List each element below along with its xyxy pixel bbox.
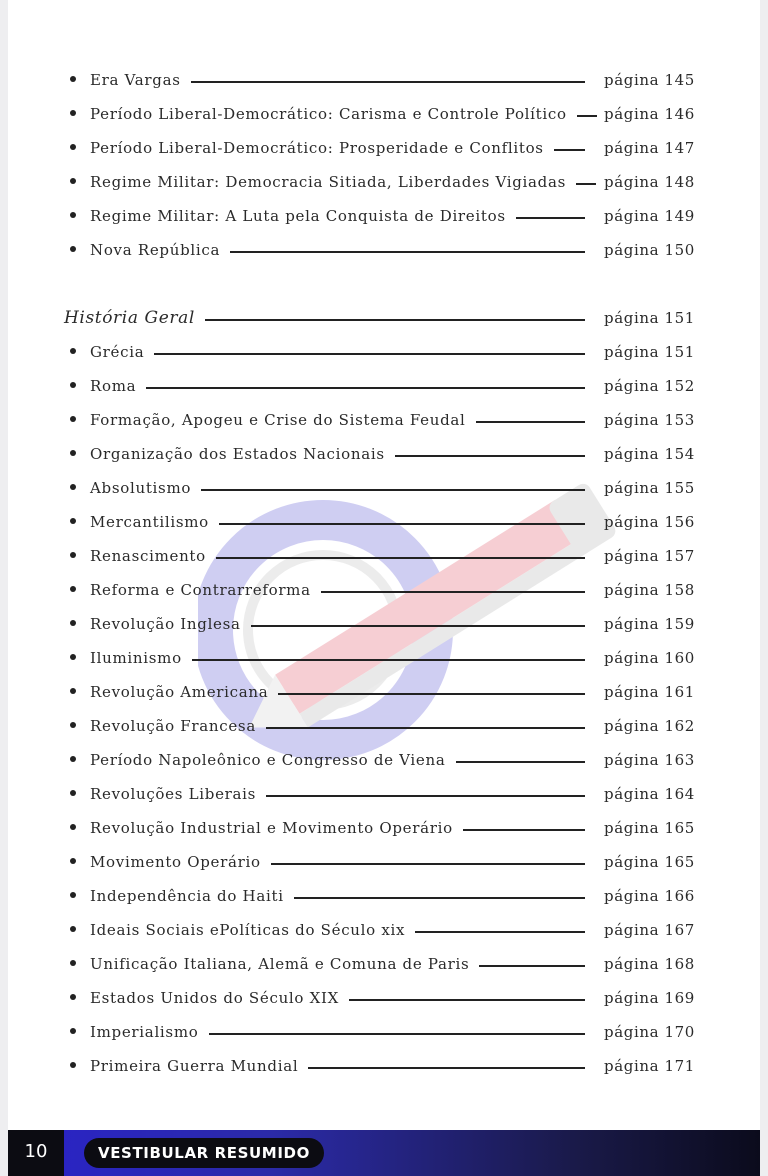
toc-row [8,442,760,466]
entry-text: Revolução Industrial e Movimento Operário [90,819,453,837]
entry-text: Regime Militar: A Luta pela Conquista de Direitos [90,207,506,225]
bullet-icon [70,620,76,626]
leader-line [321,591,585,593]
page-reference: página 149 [604,207,695,225]
bullet-icon [70,484,76,490]
entry-text: Formação, Apogeu e Crise do Sistema Feudal [90,411,466,429]
leader-line [476,421,585,423]
toc-row [8,170,760,194]
leader-line [266,727,585,729]
entry-text: Período Liberal-Democrático: Carisma e Controle Político [90,105,567,123]
page-reference: página 166 [604,887,695,905]
bullet-icon [70,382,76,388]
bullet-icon [70,450,76,456]
toc-entry-label [90,986,339,1010]
page-reference: página 159 [604,615,695,633]
toc-row [8,646,760,670]
bullet-icon [70,518,76,524]
brand-pill: VESTIBULAR RESUMIDO [84,1138,324,1168]
toc-row [8,748,760,772]
toc-entry-label [90,714,256,738]
toc-entry-label [90,782,256,806]
bullet-icon [70,688,76,694]
page-reference: página 146 [604,105,695,123]
page-reference: página 169 [604,989,695,1007]
entry-text: Período Napoleônico e Congresso de Viena [90,751,446,769]
toc-row [8,374,760,398]
toc-entry-label [90,68,181,92]
bullet-icon [70,892,76,898]
bullet-icon [70,960,76,966]
leader-line [230,251,585,253]
bullet-icon [70,824,76,830]
page-reference: página 152 [604,377,695,395]
toc-row [8,510,760,534]
toc-entry-label [90,136,544,160]
toc-row [8,204,760,228]
entry-text: Unificação Italiana, Alemã e Comuna de Paris [90,955,470,973]
toc-entry-label [90,204,506,228]
entry-text: Revolução Americana [90,683,269,701]
entry-text: Organização dos Estados Nacionais [90,445,385,463]
page-reference: página 164 [604,785,695,803]
page-number-box [8,1130,64,1176]
entry-text: Absolutismo [90,479,192,497]
entry-text: Mercantilismo [90,513,209,531]
leader-line [577,115,597,117]
leader-line [146,387,585,389]
toc-row [8,918,760,942]
toc-row [8,1054,760,1078]
leader-line [554,149,585,151]
page-reference: página 150 [604,241,695,259]
toc-entry-label [90,918,405,942]
toc-entry-label [90,646,182,670]
entry-text: Renascimento [90,547,206,565]
page-reference: página 165 [604,819,695,837]
toc-entry-label [90,1054,298,1078]
leader-line [308,1067,585,1069]
bullet-icon [70,110,76,116]
entry-text: Regime Militar: Democracia Sitiada, Liberdades Vigiadas [90,173,567,191]
leader-line [278,693,585,695]
toc-row [8,612,760,636]
section-heading-row [8,306,760,330]
page-number: 10 [24,1141,48,1162]
toc-entry-label [90,850,261,874]
entry-text: História Geral [64,308,195,328]
entry-text: Revolução Francesa [90,717,256,735]
page-reference: página 154 [604,445,695,463]
leader-line [191,81,585,83]
leader-line [294,897,585,899]
toc-entry-label [90,748,446,772]
toc-row [8,68,760,92]
page-reference: página 153 [604,411,695,429]
bullet-icon [70,1028,76,1034]
leader-line [251,625,585,627]
page-reference: página 151 [604,309,695,327]
toc-entry-label [90,170,566,194]
toc-row [8,714,760,738]
entry-text: Primeira Guerra Mundial [90,1057,299,1075]
page-reference: página 163 [604,751,695,769]
bullet-icon [70,552,76,558]
page-reference: página 170 [604,1023,695,1041]
entry-text: Movimento Operário [90,853,261,871]
toc-entry-label [90,578,311,602]
toc-entry-label [90,510,209,534]
bullet-icon [70,212,76,218]
toc-row [8,952,760,976]
bullet-icon [70,144,76,150]
page-reference: página 156 [604,513,695,531]
page-reference: página 161 [604,683,695,701]
page-reference: página 151 [604,343,695,361]
bullet-icon [70,756,76,762]
leader-line [216,557,585,559]
toc-row [8,408,760,432]
entry-text: Período Liberal-Democrático: Prosperidade e Conflitos [90,139,544,157]
toc-entry-label [90,680,268,704]
entry-text: Reforma e Contrarreforma [90,581,311,599]
leader-line [266,795,585,797]
toc-entry-label [90,884,284,908]
leader-line [271,863,585,865]
bullet-icon [70,416,76,422]
toc-row [8,340,760,364]
toc-entry-label [90,612,241,636]
bullet-icon [70,722,76,728]
bullet-icon [70,348,76,354]
bullet-icon [70,178,76,184]
toc-entry-label [90,544,206,568]
toc-entry-label [90,952,469,976]
bullet-icon [70,858,76,864]
toc-row [8,680,760,704]
page-reference: página 155 [604,479,695,497]
bullet-icon [70,76,76,82]
toc-row [8,476,760,500]
page-footer [8,1130,760,1176]
toc-entry-label [90,408,466,432]
toc-row [8,102,760,126]
entry-text: Independência do Haiti [90,887,284,905]
entry-text: Grécia [90,343,145,361]
bullet-icon [70,926,76,932]
leader-line [154,353,585,355]
page-reference: página 165 [604,853,695,871]
toc-row [8,850,760,874]
entry-text: Roma [90,377,137,395]
leader-line [576,183,596,185]
section-title [64,306,195,330]
leader-line [349,999,585,1001]
entry-text: Estados Unidos do Século XIX [90,989,340,1007]
entry-text: Revolução Inglesa [90,615,241,633]
toc-row [8,1020,760,1044]
toc-entry-label [90,816,453,840]
leader-line [415,931,585,933]
page-reference: página 167 [604,921,695,939]
page-reference: página 157 [604,547,695,565]
page-reference: página 171 [604,1057,695,1075]
leader-line [209,1033,586,1035]
toc-entry-label [90,374,136,398]
page-reference: página 168 [604,955,695,973]
toc-row [8,136,760,160]
toc-row [8,782,760,806]
page-reference: página 158 [604,581,695,599]
toc-entry-label [90,238,220,262]
entry-text: Iluminismo [90,649,182,667]
leader-line [219,523,585,525]
bullet-icon [70,994,76,1000]
entry-text: Ideais Sociais ePolíticas do Século xix [90,921,406,939]
toc-row [8,816,760,840]
leader-line [516,217,585,219]
leader-line [192,659,585,661]
entry-text: Revoluções Liberais [90,785,257,803]
toc-entry-label [90,442,385,466]
leader-line [463,829,585,831]
toc-entry-label [90,340,144,364]
toc-row [8,544,760,568]
leader-line [456,761,585,763]
toc-row [8,986,760,1010]
leader-line [479,965,585,967]
toc-entry-label [90,1020,199,1044]
leader-line [201,489,585,491]
page-reference: página 148 [604,173,695,191]
entry-text: Nova República [90,241,221,259]
bullet-icon [70,1062,76,1068]
toc-row [8,238,760,262]
page-reference: página 145 [604,71,695,89]
toc-entry-label [90,102,567,126]
page-reference: página 147 [604,139,695,157]
page-reference: página 160 [604,649,695,667]
toc-row [8,578,760,602]
entry-text: Era Vargas [90,71,181,89]
toc-entry-label [90,476,191,500]
page-reference: página 162 [604,717,695,735]
entry-text: Imperialismo [90,1023,199,1041]
bullet-icon [70,586,76,592]
leader-line [205,319,585,321]
leader-line [395,455,585,457]
toc-row [8,884,760,908]
bullet-icon [70,790,76,796]
page [8,0,760,1130]
bullet-icon [70,246,76,252]
bullet-icon [70,654,76,660]
